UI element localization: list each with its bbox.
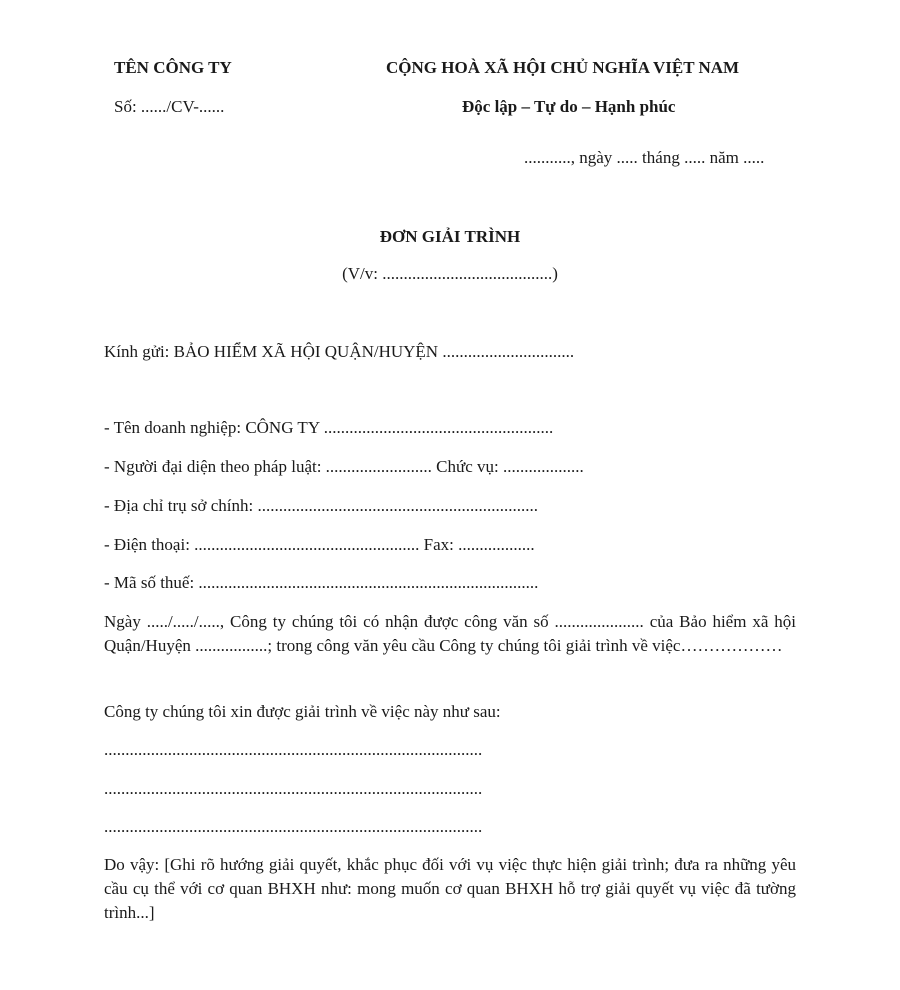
document-number: Số: ....../CV-...... — [114, 97, 225, 116]
national-motto: Độc lập – Tự do – Hạnh phúc — [462, 97, 676, 116]
field-tax-code: - Mã số thuế: ................................................................................ — [104, 573, 539, 592]
notice-paragraph: Ngày ...../...../....., Công ty chúng tôi có nhận được công văn số ..................... của Bảo hiểm xã hội Quận/Huyện .................; trong công văn yêu cầu Công ty chúng tôi giải trình về việc……………… — [104, 612, 796, 655]
field-phone-fax: - Điện thoại: ..................................................... Fax: .................. — [104, 535, 535, 554]
field-company-name: - Tên doanh nghiệp: CÔNG TY ...................................................... — [104, 418, 554, 437]
explanation-intro: Công ty chúng tôi xin được giải trình về việc này như sau: — [104, 702, 501, 721]
field-representative: - Người đại diện theo pháp luật: ......................... Chức vụ: ................... — [104, 457, 584, 476]
recipient-line: Kính gửi: BẢO HIỂM XÃ HỘI QUẬN/HUYỆN ............................... — [104, 342, 575, 361]
document-subject: (V/v: ........................................) — [342, 264, 558, 283]
blank-line: ......................................................................................... — [104, 817, 483, 836]
conclusion-paragraph: Do vậy: [Ghi rõ hướng giải quyết, khắc phục đối với vụ việc thực hiện giải trình; đưa ra những yêu cầu cụ thể với cơ quan BHXH như: mong muốn cơ quan BHXH hỗ trợ giải quyết vụ việc đã tường trình...] — [104, 855, 796, 922]
blank-line: ......................................................................................... — [104, 740, 483, 759]
country-name: CỘNG HOÀ XÃ HỘI CHỦ NGHĨA VIỆT NAM — [386, 58, 740, 77]
date-line: ..........., ngày ..... tháng ..... năm ..... — [524, 148, 765, 167]
document-title: ĐƠN GIẢI TRÌNH — [379, 227, 521, 246]
field-address: - Địa chỉ trụ sở chính: .................................................................. — [104, 496, 538, 515]
company-name: TÊN CÔNG TY — [114, 58, 232, 77]
blank-line: ......................................................................................... — [104, 779, 483, 798]
